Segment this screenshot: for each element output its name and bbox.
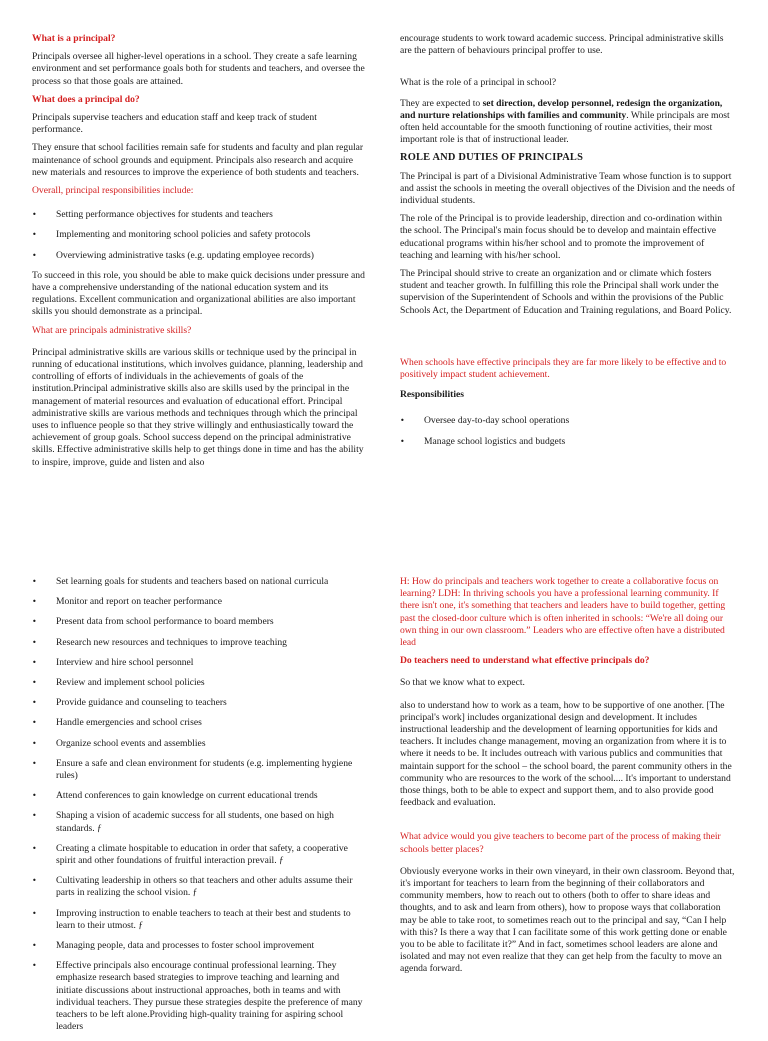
- para-leadership: The role of the Principal is to provide leadership, direction and co-ordination within the school. The Principal's main focus should be to develop and maintain effective educational programs within his/her school and to promote the improvement of teaching and learning with his/her school.: [400, 213, 723, 261]
- list-item: • Attend conferences to gain knowledge on current educational trends: [32, 790, 368, 802]
- bottom-right-column: [400, 576, 736, 982]
- para-succeed: To succeed in this role, you should be able to make quick decisions under pressure and have a comprehensive understanding of the national education system and its regulations. Excellent communication and organizational abilities are also important skills you should demonstrate as a principal.: [32, 269, 365, 318]
- answer-team: also to understand how to work as a team, how to be supportive of one another. [The principal's work] includes organizational design and development. It includes instructional leadership and the development of learning opportunities for kids and teachers. It includes change management, moving an organization from where it is to where it needs to be. It includes outreach with various publics and communities that maintain support for the school – the school board, the parent community others in the community who are resources to the work of the school.... It's important to understand those things, both to be able to expect and support them, and to also provide good feedback and evaluation.: [400, 699, 732, 809]
- list-item: • Set learning goals for students and teachers based on national curricula: [32, 576, 368, 588]
- top-right-column: [400, 33, 736, 456]
- answer-expect: So that we know what to expect.: [400, 677, 525, 689]
- heading-what-does-principal-do: What does a principal do?: [32, 93, 140, 105]
- list-item: • Improving instruction to enable teachers to teach at their best and students to learn to their utmost. ƒ: [32, 908, 368, 932]
- interview-question-understand: Do teachers need to understand what effective principals do?: [400, 655, 650, 667]
- interview-question-advice: What advice would you give teachers to become part of the process of making their schools better places?: [400, 831, 721, 855]
- para-climate: The Principal should strive to create an organization and or climate which fosters student and teacher growth. In fulfilling this role the Principal shall work under the supervision of the Superintendent of Schools and within the provisions of the Public Schools Act, the Department of Education and Training regulations, and Board Policy.: [400, 268, 732, 316]
- list-item: • Organize school events and assemblies: [32, 738, 368, 750]
- para-facilities: They ensure that school facilities remain safe for students and faculty and plan regular maintenance of school grounds and equipment. Principals also research and acquire new materials and resources to improve the experience of both students and teachers.: [32, 142, 364, 178]
- overall-responsibilities: Overall, principal responsibilities include:: [32, 185, 194, 197]
- para-admin-skills-cont: encourage students to work toward academic success. Principal administrative skills are the pattern of behaviours principal proffer to use.: [400, 33, 724, 57]
- list-item: • Cultivating leadership in others so that teachers and other adults assume their parts in realizing the school vision. ƒ: [32, 875, 368, 899]
- heading-admin-skills: What are principals administrative skills?: [32, 324, 192, 336]
- list-item: • Manage school logistics and budgets: [400, 436, 736, 448]
- list-item: • Overviewing administrative tasks (e.g. updating employee records): [32, 250, 368, 262]
- para-supervise: Principals supervise teachers and education staff and keep track of student performance.: [32, 112, 317, 136]
- question-role-of-principal: What is the role of a principal in school?: [400, 77, 557, 89]
- para-admin-skills: Principal administrative skills are various skills or technique used by the principal in running of educational institutions, which involves guidance, planning, leadership and controlling of efforts of individuals in the achievements of goals of the institution.Principal administrative skills also are skills used by the principal in the management of material resources and evaluation of educational effort. Principal administrative skills are various methods and techniques through which the principal uses to influence people so that they strive willingly and enthusiastically toward the achievement of group goals. School success depend on the principal administrative skills. Effective administrative skills help to get things done in time and has the ability to inspire, improve, guide and listen and also: [32, 346, 364, 468]
- top-left-column: [32, 33, 368, 475]
- answer-advice: Obviously everyone works in their own vineyard, in their own classroom. Beyond that, it's important for teachers to learn from the beginning of their collaborators and community members, how to reach out to others (both to offer to share ideas and thoughts, and to ask and learn from others), how to propose ways that collaboration may be able to take root, to sometimes reach out to the principal and say, “Can I help with this? Is there a way that I can facilitate some of this work getting done or enable you to be able to facilitate it?” And in fact, sometimes school leaders are alone and isolated and may not even realize that they can get help from the faculty to move an agenda forward.: [400, 865, 735, 975]
- heading-role-duties: ROLE AND DUTIES OF PRINCIPALS: [400, 152, 584, 164]
- duties-list: [32, 576, 368, 1033]
- list-item: • Monitor and report on teacher performance: [32, 596, 368, 608]
- list-item: • Effective principals also encourage continual professional learning. They emphasize research based strategies to improve teaching and learning and initiate discussions about instructional approaches, both in teams and with individual teachers. They pursue these strategies despite the preference of many teachers to be left alone.Providing high-quality training for aspiring school leaders: [32, 960, 368, 1033]
- para-what-is-principal: Principals oversee all higher-level operations in a school. They create a safe learning environment and set performance goals both for students and teachers, and oversee the process so that those goals are attained.: [32, 51, 365, 87]
- list-item: • Oversee day-to-day school operations: [400, 415, 736, 427]
- heading-what-is-principal: What is a principal?: [32, 33, 116, 44]
- bottom-left-column: [32, 576, 368, 1041]
- interview-question-collaboration: H: How do principals and teachers work together to create a collaborative focus on learning? LDH: In thriving schools you have a professional learning community. If there isn't one, it's something that teachers and leaders have to build together, getting past the closed-door culture which is often inherited in schools: “We're all doing our own thing in our own classroom.” Leaders who are effective often have a distributed lead: [400, 576, 726, 649]
- list-item: • Shaping a vision of academic success for all students, one based on high standards. ƒ: [32, 810, 368, 834]
- heading-responsibilities: Responsibilities: [400, 389, 464, 401]
- list-item: • Research new resources and techniques to improve teaching: [32, 637, 368, 649]
- list-item: • Handle emergencies and school crises: [32, 717, 368, 729]
- list-item: • Managing people, data and processes to foster school improvement: [32, 940, 368, 952]
- note-effective-principals: When schools have effective principals they are far more likely to be effective and to positively impact student achievement.: [400, 356, 727, 381]
- list-item: • Ensure a safe and clean environment for students (e.g. implementing hygiene rules): [32, 758, 368, 782]
- list-item: • Review and implement school policies: [32, 677, 368, 689]
- list-item: • Interview and hire school personnel: [32, 657, 368, 669]
- list-item: • Creating a climate hospitable to education in order that safety, a cooperative spirit and other foundations of fruitful interaction prevail. ƒ: [32, 843, 368, 867]
- responsibilities-list-2: [400, 415, 736, 447]
- para-divisional-team: The Principal is part of a Divisional Administrative Team whose function is to support and assist the schools in meeting the overall objectives of the Division and the needs of individual students.: [400, 170, 735, 207]
- responsibilities-list: [32, 209, 368, 262]
- list-item: • Implementing and monitoring school policies and safety protocols: [32, 229, 368, 241]
- list-item: • Setting performance objectives for students and teachers: [32, 209, 368, 221]
- list-item: • Present data from school performance to board members: [32, 616, 368, 628]
- para-expected: They are expected to set direction, develop personnel, redesign the organization, and nurture relationships with families and community. While principals are most often held accountable for the smooth functioning of routine activities, their most important role is that of instructional leader.: [400, 97, 730, 146]
- list-item: • Provide guidance and counseling to teachers: [32, 697, 368, 709]
